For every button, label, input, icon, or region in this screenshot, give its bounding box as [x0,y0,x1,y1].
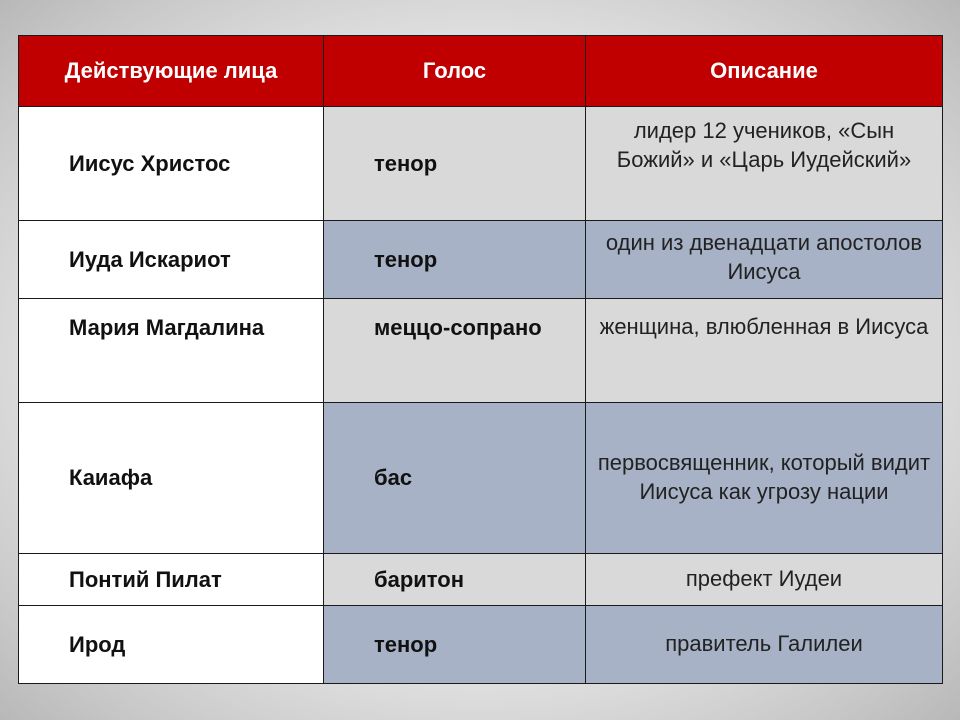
character-name: Мария Магдалина [19,299,324,403]
header-characters: Действующие лица [19,36,324,107]
table-row [19,606,943,684]
table-row [19,221,943,299]
character-name: Ирод [19,606,324,684]
character-description: лидер 12 учеников, «Сын Божий» и «Царь Иудейский» [586,107,943,221]
character-voice: тенор [324,606,586,684]
character-name: Иисус Христос [19,107,324,221]
character-name: Иуда Искариот [19,221,324,299]
character-name: Понтий Пилат [19,554,324,606]
character-voice: баритон [324,554,586,606]
table-header-row [19,36,943,107]
table-row [19,107,943,221]
header-voice: Голос [324,36,586,107]
character-description: первосвященник, который видит Иисуса как угрозу нации [586,403,943,554]
table-row [19,299,943,403]
character-voice: меццо-сопрано [324,299,586,403]
character-description: правитель Галилеи [586,606,943,684]
characters-table [18,35,943,684]
character-voice: тенор [324,107,586,221]
character-name: Каиафа [19,403,324,554]
table-row [19,554,943,606]
header-description: Описание [586,36,943,107]
character-description: женщина, влюбленная в Иисуса [586,299,943,403]
character-voice: бас [324,403,586,554]
character-voice: тенор [324,221,586,299]
table-row [19,403,943,554]
character-description: один из двенадцати апостолов Иисуса [586,221,943,299]
character-description: префект Иудеи [586,554,943,606]
